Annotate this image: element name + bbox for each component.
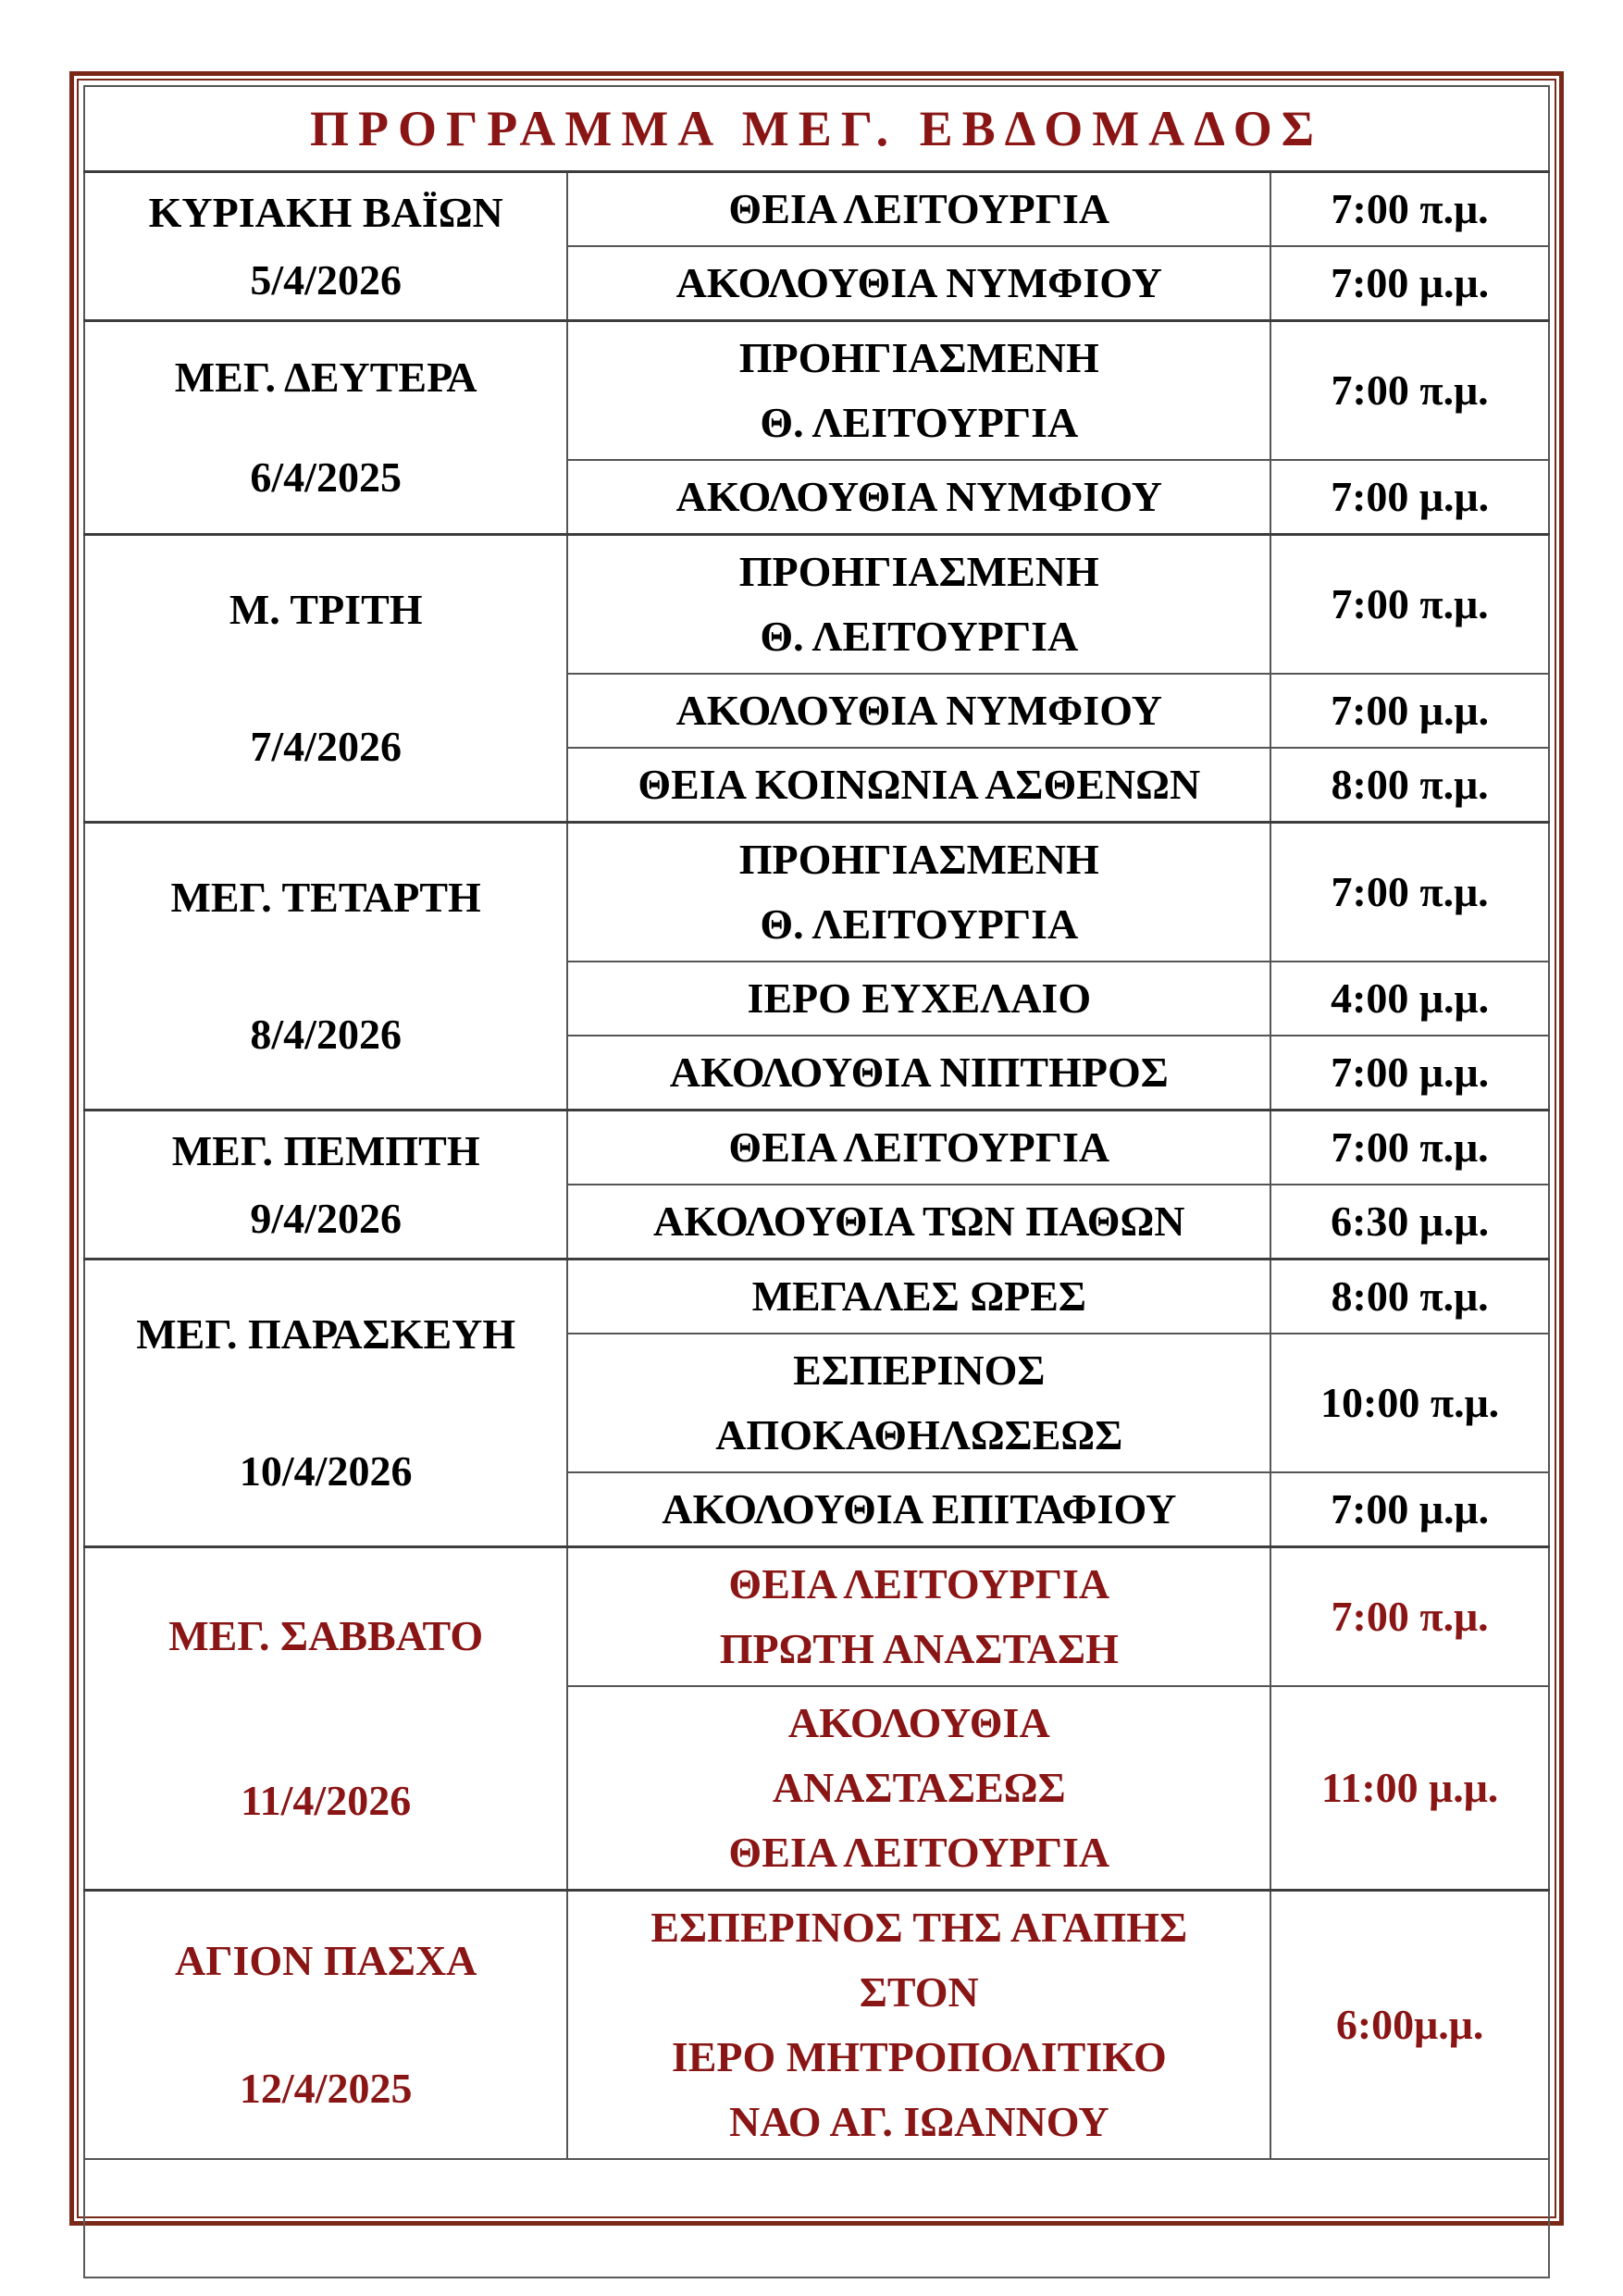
day-group-row <box>84 1259 1549 1334</box>
service-cell <box>567 1472 1270 1547</box>
day-date: 11/4/2026 <box>241 1777 412 1824</box>
day-date: 7/4/2026 <box>250 723 402 770</box>
decorative-outer-frame <box>69 71 1564 2226</box>
day-name: ΜΕΓ. ΠΑΡΑΣΚΕΥΗ <box>136 1310 516 1358</box>
service-time: 10:00 π.μ. <box>1270 1334 1549 1472</box>
day-cell <box>84 1890 567 2159</box>
day-date: 8/4/2026 <box>250 1011 402 1058</box>
service-cell <box>567 1036 1270 1111</box>
day-date: 10/4/2026 <box>239 1447 413 1495</box>
day-cell <box>84 1110 567 1259</box>
service-time: 7:00 μ.μ. <box>1270 1472 1549 1547</box>
service-name-line: ΑΚΟΛΟΥΘΙΑ ΝΙΠΤΗΡΟΣ <box>669 1048 1169 1096</box>
service-name-line: ΘΕΙΑ ΛΕΙΤΟΥΡΓΙΑ <box>728 184 1110 232</box>
empty-row <box>84 2159 1549 2277</box>
service-cell <box>567 1686 1270 1891</box>
day-group-row <box>84 1890 1549 2159</box>
service-time: 7:00 π.μ. <box>1270 822 1549 962</box>
service-cell <box>567 822 1270 962</box>
service-time: 6:00μ.μ. <box>1270 1890 1549 2159</box>
day-group-row <box>84 1546 1549 1686</box>
service-cell <box>567 1546 1270 1686</box>
service-time: 6:30 μ.μ. <box>1270 1185 1549 1260</box>
service-time: 7:00 π.μ. <box>1270 534 1549 674</box>
service-cell <box>567 674 1270 748</box>
service-name-line: ΝΑΟ ΑΓ. ΙΩΑΝΝΟΥ <box>728 2097 1109 2145</box>
day-cell <box>84 320 567 534</box>
service-name-line: ΘΕΙΑ ΛΕΙΤΟΥΡΓΙΑ <box>728 1123 1110 1171</box>
day-group-row <box>84 534 1549 674</box>
service-cell <box>567 1890 1270 2159</box>
service-cell <box>567 1259 1270 1334</box>
day-date: 6/4/2025 <box>250 453 402 501</box>
day-cell <box>84 171 567 320</box>
day-cell <box>84 822 567 1110</box>
day-cell <box>84 1546 567 1890</box>
service-name-line: ΕΣΠΕΡΙΝΟΣ ΤΗΣ ΑΓΑΠΗΣ <box>650 1903 1188 1951</box>
service-time: 7:00 μ.μ. <box>1270 246 1549 321</box>
table-title-row <box>84 86 1549 171</box>
service-name-line: ΑΚΟΛΟΥΘΙΑ ΝΥΜΦΙΟΥ <box>675 258 1163 306</box>
day-name: ΜΕΓ. ΠΕΜΠΤΗ <box>171 1126 480 1174</box>
service-time: 7:00 π.μ. <box>1270 1546 1549 1686</box>
day-stack <box>93 1554 559 1883</box>
day-stack <box>93 541 559 815</box>
service-time: 7:00 π.μ. <box>1270 1110 1549 1185</box>
service-name-line: ΑΚΟΛΟΥΘΙΑ ΤΩΝ ΠΑΘΩΝ <box>653 1197 1185 1245</box>
service-name-line: ΠΡΟΗΓΙΑΣΜΕΝΗ <box>738 547 1099 595</box>
service-cell <box>567 1110 1270 1185</box>
service-name-line: Θ. ΛΕΙΤΟΥΡΓΙΑ <box>760 398 1079 446</box>
day-stack <box>93 1266 559 1540</box>
service-cell <box>567 534 1270 674</box>
day-cell <box>84 534 567 822</box>
day-group-row <box>84 822 1549 962</box>
day-group-row <box>84 320 1549 460</box>
day-stack <box>93 328 559 527</box>
service-name-line: ΑΚΟΛΟΥΘΙΑ <box>787 1698 1050 1746</box>
service-time: 8:00 π.μ. <box>1270 1259 1549 1334</box>
day-group-row <box>84 1110 1549 1185</box>
day-name: ΜΕΓ. ΔΕΥΤΕΡΑ <box>174 354 477 401</box>
day-date: 9/4/2026 <box>250 1194 402 1242</box>
day-stack <box>93 1897 559 2153</box>
service-cell <box>567 1334 1270 1472</box>
day-stack <box>93 1117 559 1252</box>
day-group-row <box>84 171 1549 246</box>
day-stack <box>93 179 559 314</box>
service-time: 4:00 μ.μ. <box>1270 962 1549 1036</box>
service-name-line: ΘΕΙΑ ΚΟΙΝΩΝΙΑ ΑΣΘΕΝΩΝ <box>638 760 1201 808</box>
service-name-line: ΘΕΙΑ ΛΕΙΤΟΥΡΓΙΑ <box>728 1559 1110 1607</box>
service-name-line: ΘΕΙΑ ΛΕΙΤΟΥΡΓΙΑ <box>728 1828 1110 1876</box>
day-name: ΜΕΓ. ΣΑΒΒΑΤΟ <box>168 1612 484 1659</box>
day-name: ΜΕΓ. ΤΕΤΑΡΤΗ <box>170 874 481 921</box>
page-title: ΠΡΟΓΡΑΜΜΑ ΜΕΓ. ΕΒΔΟΜΑΔΟΣ <box>84 86 1549 171</box>
service-cell <box>567 246 1270 321</box>
day-name: ΑΓΙΟΝ ΠΑΣΧΑ <box>174 1937 477 1984</box>
day-cell <box>84 1259 567 1546</box>
service-time: 7:00 μ.μ. <box>1270 1036 1549 1111</box>
service-time: 7:00 μ.μ. <box>1270 674 1549 748</box>
service-name-line: ΠΡΟΗΓΙΑΣΜΕΝΗ <box>738 835 1099 883</box>
service-name-line: ΑΚΟΛΟΥΘΙΑ ΝΥΜΦΙΟΥ <box>675 686 1163 734</box>
service-name-line: ΠΡΟΗΓΙΑΣΜΕΝΗ <box>738 333 1099 381</box>
service-name-line: Θ. ΛΕΙΤΟΥΡΓΙΑ <box>760 900 1079 948</box>
service-time: 8:00 π.μ. <box>1270 748 1549 823</box>
day-name: ΚΥΡΙΑΚΗ ΒΑΪΩΝ <box>148 188 503 236</box>
service-cell <box>567 748 1270 823</box>
service-time: 11:00 μ.μ. <box>1270 1686 1549 1891</box>
service-name-line: ΕΣΠΕΡΙΝΟΣ <box>793 1346 1046 1394</box>
service-name-line: ΑΚΟΛΟΥΘΙΑ ΕΠΙΤΑΦΙΟΥ <box>662 1484 1177 1533</box>
service-time: 7:00 π.μ. <box>1270 320 1549 460</box>
day-date: 12/4/2025 <box>239 2065 413 2112</box>
service-cell <box>567 1185 1270 1260</box>
service-name-line: ΜΕΓΑΛΕΣ ΩΡΕΣ <box>751 1272 1087 1320</box>
service-name-line: ΠΡΩΤΗ ΑΝΑΣΤΑΣΗ <box>719 1624 1119 1672</box>
service-name-line: ΑΝΑΣΤΑΣΕΩΣ <box>772 1763 1066 1811</box>
service-cell <box>567 171 1270 246</box>
service-name-line: Θ. ΛΕΙΤΟΥΡΓΙΑ <box>760 612 1079 660</box>
holy-week-schedule-table <box>83 85 1550 2278</box>
service-cell <box>567 460 1270 535</box>
day-name: Μ. ΤΡΙΤΗ <box>229 586 423 633</box>
service-name-line: ΙΕΡΟ ΜΗΤΡΟΠΟΛΙΤΙΚΟ <box>671 2032 1167 2080</box>
day-date: 5/4/2026 <box>250 255 402 304</box>
service-name-line: ΑΚΟΛΟΥΘΙΑ ΝΥΜΦΙΟΥ <box>675 472 1163 520</box>
service-name-line: ΙΕΡΟ ΕΥΧΕΛΑΙΟ <box>747 974 1092 1022</box>
service-time: 7:00 π.μ. <box>1270 171 1549 246</box>
service-cell <box>567 962 1270 1036</box>
day-stack <box>93 829 559 1103</box>
decorative-inner-frame <box>77 79 1556 2218</box>
service-name-line: ΑΠΟΚΑΘΗΛΩΣΕΩΣ <box>715 1410 1123 1458</box>
service-time: 7:00 μ.μ. <box>1270 460 1549 535</box>
empty-cell <box>84 2159 1549 2277</box>
service-cell <box>567 320 1270 460</box>
service-name-line: ΣΤΟΝ <box>859 1967 979 2016</box>
